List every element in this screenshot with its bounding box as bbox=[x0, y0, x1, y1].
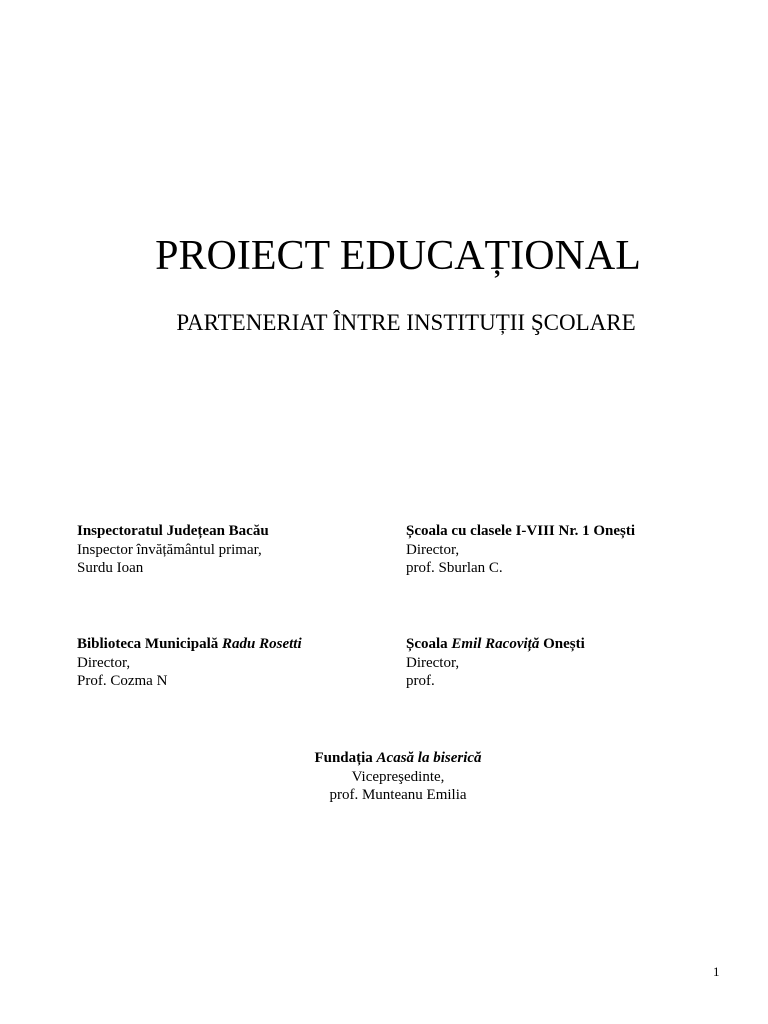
partner-person: Surdu Ioan bbox=[77, 560, 144, 576]
partner-block-scoala-nr1 bbox=[406, 522, 635, 578]
document-title: PROIECT EDUCAȚIONAL bbox=[155, 233, 641, 279]
partner-person: prof. bbox=[406, 673, 435, 689]
partner-role: Inspector învățământul primar, bbox=[77, 541, 262, 558]
partner-name-prefix: Școala bbox=[406, 636, 452, 652]
partner-name: Inspectoratul Județean Bacău bbox=[77, 523, 269, 539]
partner-name-suffix: Onești bbox=[539, 636, 585, 652]
partner-person: Prof. Cozma N bbox=[77, 673, 168, 689]
partner-role: Vicepreşedinte, bbox=[351, 768, 445, 785]
partner-name-italic: Radu Rosetti bbox=[222, 636, 302, 652]
partner-name bbox=[0, 749, 768, 768]
partner-block-isj bbox=[77, 522, 269, 578]
partner-role: Director, bbox=[406, 654, 460, 671]
partner-block-fundatia bbox=[0, 749, 768, 805]
partner-person: prof. Sburlan C. bbox=[406, 560, 503, 576]
partner-name bbox=[406, 635, 585, 654]
partner-name-italic: Emil Racoviță bbox=[451, 636, 540, 652]
document-subtitle: PARTENERIAT ÎNTRE INSTITUȚII ŞCOLARE bbox=[176, 310, 636, 335]
partner-name: Școala cu clasele I-VIII Nr. 1 Onești bbox=[406, 523, 636, 539]
partner-person: prof. Munteanu Emilia bbox=[329, 787, 467, 803]
page-number: 1 bbox=[713, 964, 720, 979]
partner-block-scoala-racovita bbox=[406, 635, 585, 691]
partner-role: Director, bbox=[406, 541, 460, 558]
partner-name-italic: Acasă la biserică bbox=[376, 750, 482, 766]
partner-name-prefix: Biblioteca Municipală bbox=[77, 636, 223, 652]
partner-role: Director, bbox=[77, 654, 131, 671]
partner-name bbox=[77, 635, 302, 654]
partner-name-prefix: Fundația bbox=[314, 750, 377, 766]
partner-block-biblioteca bbox=[77, 635, 302, 691]
